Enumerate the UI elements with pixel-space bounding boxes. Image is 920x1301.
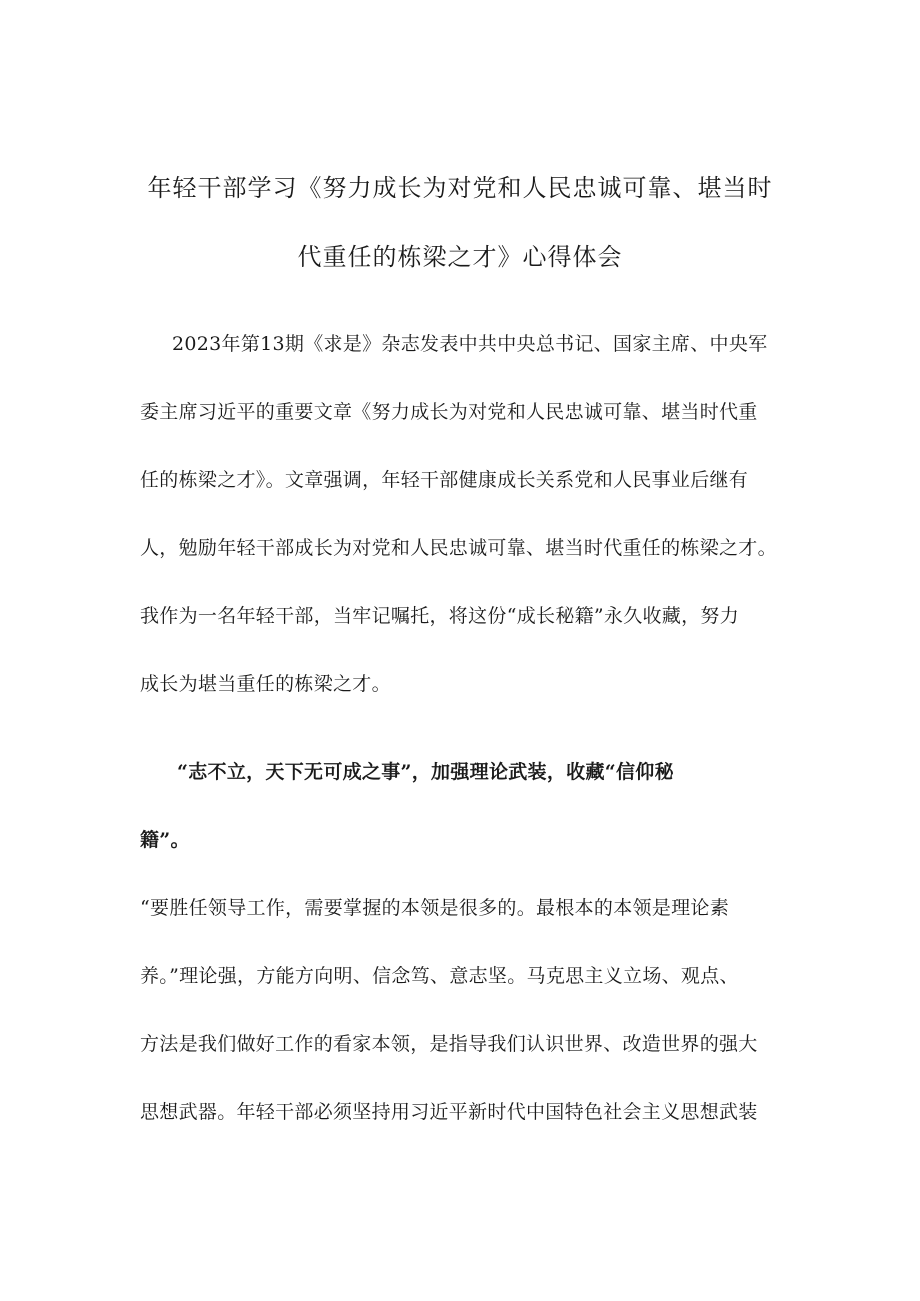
section-heading-line-1: “志不立，天下无可成之事”，加强理论武装，收藏“信仰秘 bbox=[177, 761, 674, 783]
paragraph-1-line-4: 人，勉励年轻干部成长为对党和人民忠诚可靠、堪当时代重任的栋梁之才。 bbox=[140, 537, 777, 559]
paragraph-2-line-4: 思想武器。年轻干部必须坚持用习近平新时代中国特色社会主义思想武装 bbox=[140, 1101, 758, 1123]
paragraph-1-line-2: 委主席习近平的重要文章《努力成长为对党和人民忠诚可靠、堪当时代重 bbox=[140, 401, 758, 423]
document-title-line-1: 年轻干部学习《努力成长为对党和人民忠诚可靠、堪当时 bbox=[147, 174, 773, 202]
paragraph-1-line-6: 成长为堪当重任的栋梁之才。 bbox=[140, 673, 391, 695]
paragraph-1-line-5: 我作为一名年轻干部，当牢记嘱托，将这份“成长秘籍”永久收藏，努力 bbox=[140, 605, 740, 627]
paragraph-2-line-2: 养。”理论强，方能方向明、信念笃、意志坚。马克思主义立场、观点、 bbox=[140, 965, 739, 987]
section-heading-line-2: 籍”。 bbox=[140, 829, 190, 851]
paragraph-2-line-1: “要胜任领导工作，需要掌握的本领是很多的。最根本的本领是理论素 bbox=[140, 897, 730, 919]
paragraph-1-line-3: 任的栋梁之才》。文章强调，年轻干部健康成长关系党和人民事业后继有 bbox=[140, 469, 749, 491]
paragraph-1-line-1: 2023年第13期《求是》杂志发表中共中央总书记、国家主席、中央军 bbox=[172, 333, 768, 355]
document-title-line-2: 代重任的栋梁之才》心得体会 bbox=[297, 243, 623, 271]
paragraph-2-line-3: 方法是我们做好工作的看家本领，是指导我们认识世界、改造世界的强大 bbox=[140, 1033, 758, 1055]
